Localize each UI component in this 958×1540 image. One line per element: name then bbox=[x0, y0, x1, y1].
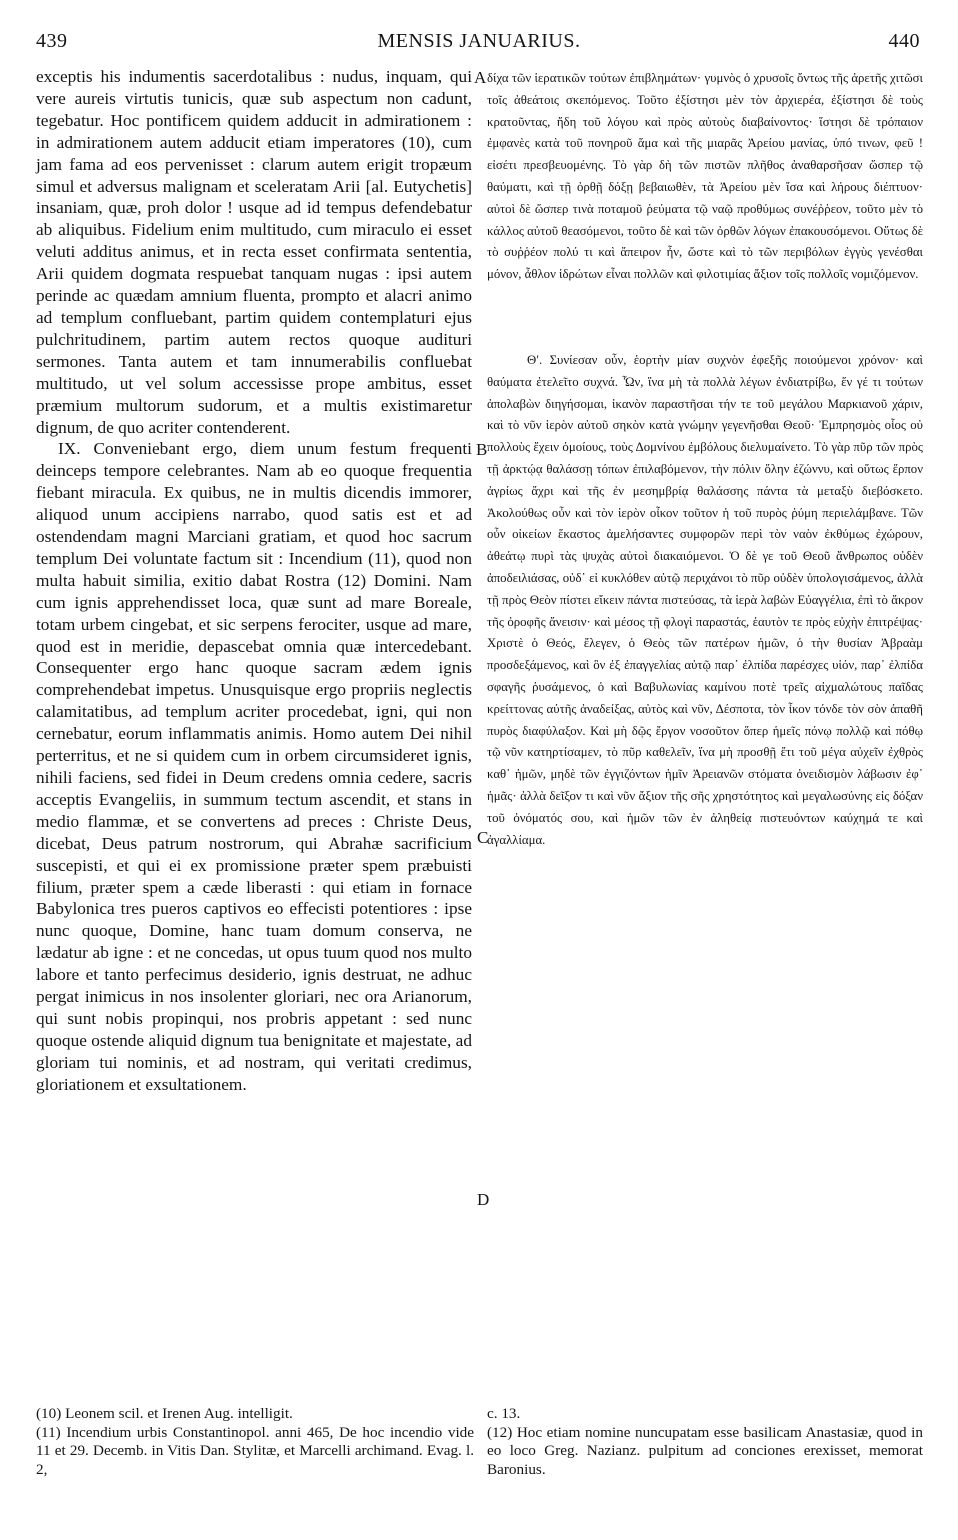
footnote: (12) Hoc etiam nomine nuncupatam esse basilicam Anastasiæ, quod in eo loco Greg. Nazianz. pulpitum ad conciones erexisset, memorat Baronius. bbox=[487, 1423, 923, 1478]
footnote: (11) Incendium urbis Constantinopol. anni 465, De hoc incendio vide 11 et 29. Decemb. in Vitis Dan. Stylitæ, et Marcelli archimand. Evag. l. 2, bbox=[36, 1423, 474, 1478]
page-header bbox=[30, 30, 928, 56]
latin-paragraph-2: IX. Conveniebant ergo, diem unum festum frequenti deinceps tempore celebrantes. Nam ab eo quoque frequentia fiebant miracula. Ex quibus, ne in multis dicendis immorer, aliquod unum accipiens narrabo, quod satis est et ad ostendendam magni Marciani gratiam, et quod hoc sacrum templum Dei voluntate factum sit : Incendium (11), quod non multa habuit similia, exitio dabat Rostra (12) Domini. Nam cum ignis apprehendisset loca, quæ sunt ad mare Boreale, totam urbem cingebat, et sic serpens ferociter, usque ad mare, quod est in meridie, depascebat omnia quæ intercedebant. Consequenter ergo hanc quoque sacram ædem ignis comprehendebat impetus. Unusquisque ergo propriis neglectis calamitatibus, ad templum acriter procedebat, igni, qui non cernebatur, eorum inflammatis animis. Homo autem Dei nihil perterritus, et ne si quidem cum in orbem circumsideret ignis, nihili faciens, sed fidei in Deum credens omnia cedere, sacris acceptis Evangeliis, in summum tectum ascendit, et stans in medio flammæ, et se convertens ad preces : Christe Deus, dicebat, Deus patrum nostrorum, qui Abrahæ sacrificium suscepisti, et qui ei ex promissione præter spem præbuisti filium, præter spem a cæde liberasti : qui etiam in fornace Babylonica tres pueros captivos eo effecisti potentiores : ipse nunc quoque, Domine, hanc tuam domum conserva, ne lædatur ab igne : et ne concedas, ut opus tuum quod nos multo labore et tanto perfecimus desiderio, ignis destruat, ne adhuc pergat inimicus in nos insolenter gloriari, nec ora Arianorum, qui sunt nobis propinqui, nos probris appetant : sed nunc quoque ostende aliquid dignum tua benignitate et majestate, ad gloriam tui nominis, et ad nostram, qui veritati credimus, gloriationem et exsultationem. bbox=[36, 439, 472, 1094]
margin-marker-b: B bbox=[476, 440, 488, 459]
greek-paragraph-2-text: Συνίεσαν οὖν, ἑορτὴν μίαν συχνὸν ἐφεξῆς ποιούμενοι χρόνον· καὶ θαύματα ἐτελεῖτο συχνά. Ὧν, ἵνα μὴ τὰ πολλὰ λέγων ἐνδιατρίβω, ἕν γέ τι τούτων ἀπολαβὼν διηγήσομαι, ἱκανὸν παραστῆσαι τήν τε τοῦ μεγάλου Μαρκιανοῦ χάριν, καὶ τὸ νῦν ἱερὸν αὐτοῦ σηκὸν κατὰ γνώμην γεγενῆσθαι Θεοῦ· Ἐμπρησμὸς οἷος οὐ πολλοὺς ἔχειν ὁμοίους, τοὺς Δομνίνου ἐμβόλους διελυμαίνετο. Τὸ γὰρ πῦρ τῶν πρὸς τῇ ἀρκτῴᾳ θαλάσσῃ τόπων ἐπιλαβόμενον, τὴν πόλιν ὅλην ἐζώννυ, καὶ οὕτως ἕρπον ἀγρίως ἄχρι καὶ τῆς ἐν μεσημβρίᾳ θαλάσσης πάντα τὰ μεταξὺ διεβόσκετο. Ἀκολούθως οὖν καὶ τὸν ἱερὸν οἶκον τοῦτον ἡ τοῦ πυρὸς ῥύμη περιελάμβανε. Τῶν οὖν οἰκείων ἕκαστος ἀμελήσαντες συμφορῶν περὶ τὸν ναὸν ἐκθύμως ἐχώρουν, ἀθεάτῳ πυρὶ τὰς ψυχὰς αὐτοὶ διακαιόμενοι. Ὁ δὲ γε τοῦ Θεοῦ ἄνθρωπος οὐδὲν ἀποδειλιάσας, οὐδ᾽ εἰ κυκλόθεν αὐτῷ περιχάνοι τὸ πῦρ οὐδὲν ὑπολογισάμενος, ἀλλὰ τῇ πρὸς Θεὸν πίστει εἴκειν πάντα πιστεύσας, τὰ ἱερὰ λαβὼν Εὐαγγέλια, ἐπὶ τὸ ἄκρον τῆς ὀροφῆς ἄνεισιν· καὶ μέσος τῇ φλογὶ παραστάς, ἑαυτὸν τε πρὸς εὐχὴν ἐπιτρέψας· Χριστὲ ὁ Θεός, ἔλεγεν, ὁ Θεὸς τῶν πατέρων ἡμῶν, ὁ τὴν θυσίαν Ἀβραὰμ προσδεξάμενος, καὶ ὃν ἐξ ἐπαγγελίας αὐτῷ παρ᾽ ἐλπίδα παρέσχες υἱόν, παρ᾽ ἐλπίδα σφαγῆς ῥυσάμενος, ὁ καὶ Βαβυλωνίας καμίνου ποτὲ τρεῖς αἰχμαλώτους παῖδας κρείττονας αὐτῆς ἀναδείξας, αὐτὸς καὶ νῦν, Δέσποτα, τὸν ἶκον τόνδε τὸν σὸν ἀπαθῆ πυρὸς διαφύλαξον. Καὶ μὴ δῷς ἔργον νοσοῦτον ὅπερ ἡμεῖς πόνῳ πολλῷ καὶ πόθῳ τῷ νῦν κατηρτίσαμεν, τὸ πῦρ καθελεῖν, ἵνα μὴ προσθῇ ἔτι τοῦ μέγα αὐχεῖν ἐχθρὸς καθ᾽ ἡμῶν, μηδὲ τῶν ἐγγιζόντων ἡμῖν Ἀρειανῶν στόματα ὀνειδισμὸν λάβωσιν ἐφ᾽ ἡμᾶς· ἀλλὰ δεῖξον τι καὶ νῦν ἄξιον τῆς σῆς χρηστότητος καὶ μεγαλωσύνης εἰς δόξαν τοῦ ὀνόματός σου, καὶ ἡμῶν τῶν ἐν ἀληθείᾳ πιστευόντων καύχημά τε καὶ ἀγαλλίαμα. bbox=[487, 352, 923, 847]
page-number-right: 440 bbox=[888, 30, 920, 52]
greek-paragraph-2 bbox=[487, 350, 923, 851]
greek-paragraph-1: δίχα τῶν ἱερατικῶν τούτων ἐπιβλημάτων· γυμνὸς ὁ χρυσοῖς ὄντως τῆς ἀρετῆς χιτῶσι τοῖς ἀθεάτοις σκεπόμενος. Τοῦτο ἐξίστησι μὲν τὸν ἀρχιερέα, ἐξίστησι δὲ τοὺς κρατοῦντας, ἤδη τοῦ λόγου καὶ πρὸς αὐτοὺς διαβαίνοντος· ἵστησι δὲ τρόπαιον ἐμφανὲς κατὰ τοῦ πονηροῦ ἅμα καὶ τῆς μιαρᾶς Ἀρείου μανίας, ὑπό τινων, φεῦ ! εἰσέτι πρεσβευομένης. Τὸ γὰρ δὴ τῶν πιστῶν πλῆθος ἀναθαρσῆσαν ὥσπερ τῷ θαύματι, καὶ τῇ ὀρθῇ δόξῃ βεβαιωθὲν, τὰ Ἀρείου μὲν ἴσα καὶ λήρους διέπτυον· αὐτοὶ δὲ ὥσπερ τινὰ ποταμοῦ ῥεύματα τῷ ναῷ προθύμως συνέῤῥεον, τοῦτο μὲν τὸ κάλλος αὐτοῦ θεασόμενοι, τοῦτο δὲ καὶ τῶν ὀρθῶν λόγων ἐπακουσόμενοι. Οὕτως δὲ τὸ συῤῥέον πολύ τι καὶ ἄπειρον ἦν, ὥστε καὶ τὸ τῶν περιβόλων ἐγγὺς γενέσθαι μόνον, ἆθλον ἱδρώτων εἶναι πολλῶν καὶ φιλοτιμίας ἄξιον τοῖς πολλοῖς νομιζόμενον. bbox=[487, 71, 923, 282]
footnotes-left bbox=[36, 1405, 474, 1479]
page-number-left: 439 bbox=[36, 30, 68, 52]
margin-marker-c: C bbox=[477, 828, 489, 847]
latin-column bbox=[36, 66, 472, 1096]
margin-marker-d: D bbox=[477, 1190, 490, 1209]
greek-section-heading: Θʹ. bbox=[527, 352, 543, 367]
running-title: MENSIS JANUARIUS. bbox=[377, 30, 581, 52]
margin-marker-a: A bbox=[474, 68, 487, 87]
footnote: (10) Leonem scil. et Irenen Aug. intelligit. bbox=[36, 1405, 293, 1422]
footnotes-right bbox=[487, 1405, 923, 1479]
latin-paragraph-1: exceptis his indumentis sacerdotalibus : nudus, inquam, qui vere aureis virtutis tunicis, quæ sub aspectum non cadunt, tegebatur. Hoc pontificem quidem adducit in admirationem : in admirationem autem adducit etiam imperatores (10), cum jam fama ad eos pervenisset : clarum autem erigit tropæum simul et adversus malignam et sceleratam Arii [al. Eutychetis] insaniam, quæ, proh dolor ! usque ad id tempus defendebatur ab aliquibus. Fidelium enim multitudo, cum miraculo ei esset veluti additus animus, et in recta esset confirmata sententia, Arii quidem dogmata respuebat tanquam nugas : ipsi autem perinde ac quædam amnium fluenta, prompto et alacri animo ad templum confluebant, partim quidem contemplaturi ejus pulchritudinem, partim autem rectos quoque audituri sermones. Tanta autem et tam innumerabilis confluebat multitudo, ut vel solum accessisse prope ambitus, esset præmium multorum sudorum, et a multis existimaretur dignum, de quo acriter contenderent. bbox=[36, 67, 472, 437]
footnote: c. 13. bbox=[487, 1405, 521, 1422]
greek-column bbox=[487, 68, 923, 851]
